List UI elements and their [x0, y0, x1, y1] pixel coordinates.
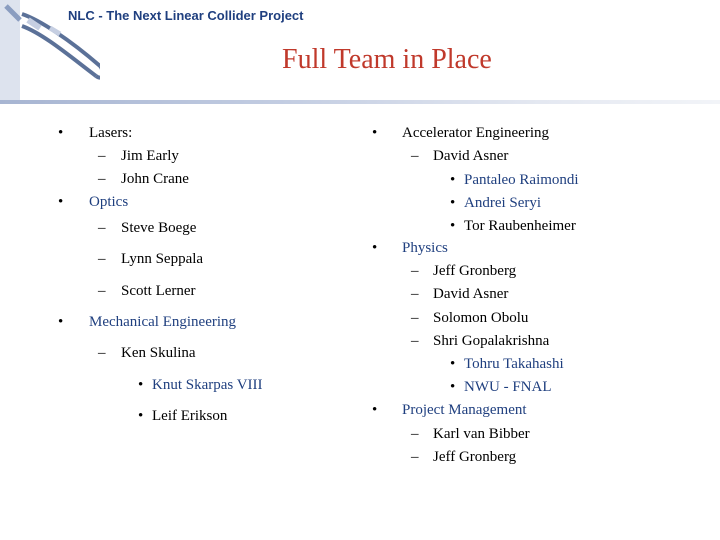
bullet: •: [58, 125, 64, 141]
physics-member: David Asner: [433, 286, 509, 302]
bullet: •: [138, 377, 144, 393]
bullet: •: [58, 314, 64, 330]
bullet: •: [450, 195, 456, 211]
dash: –: [98, 251, 106, 267]
dash: –: [411, 310, 419, 326]
lasers-label: Lasers:: [89, 125, 133, 141]
accel-member: Tor Raubenheimer: [464, 218, 576, 234]
dash: –: [411, 148, 419, 164]
accel-label: Accelerator Engineering: [402, 125, 550, 141]
bullet: •: [450, 218, 456, 234]
physics-collaborator: NWU - FNAL: [464, 379, 552, 395]
bullet: •: [372, 125, 378, 141]
bullet: •: [138, 408, 144, 424]
physics-member: Solomon Obolu: [433, 310, 529, 326]
dash: –: [411, 286, 419, 302]
mech-lead: Ken Skulina: [121, 345, 196, 361]
dash: –: [411, 449, 419, 465]
physics-member: Jeff Gronberg: [433, 263, 517, 279]
mech-member: Knut Skarpas VIII: [152, 377, 263, 393]
dash: –: [98, 220, 106, 236]
pm-member: Jeff Gronberg: [433, 449, 517, 465]
dash: –: [98, 345, 106, 361]
dash: –: [411, 263, 419, 279]
dash: –: [98, 171, 106, 187]
mech-member: Leif Erikson: [152, 408, 228, 424]
lasers-member: Jim Early: [121, 148, 179, 164]
accel-member: Pantaleo Raimondi: [464, 172, 579, 188]
slide-title: Full Team in Place: [282, 44, 492, 75]
bullet: •: [450, 172, 456, 188]
dash: –: [98, 283, 106, 299]
optics-member: Scott Lerner: [121, 283, 196, 299]
physics-member: Shri Gopalakrishna: [433, 333, 550, 349]
bullet: •: [450, 356, 456, 372]
mech-label: Mechanical Engineering: [89, 314, 237, 330]
bullet: •: [372, 240, 378, 256]
header-title: NLC - The Next Linear Collider Project: [68, 8, 304, 23]
physics-label: Physics: [402, 240, 448, 256]
dash: –: [98, 148, 106, 164]
pm-label: Project Management: [402, 402, 527, 418]
pm-member: Karl van Bibber: [433, 426, 530, 442]
bullet: •: [372, 402, 378, 418]
dash: –: [411, 426, 419, 442]
physics-collaborator: Tohru Takahashi: [464, 356, 564, 372]
dash: –: [411, 333, 419, 349]
accel-member: Andrei Seryi: [464, 195, 542, 211]
bullet: •: [58, 194, 64, 210]
optics-member: Steve Boege: [121, 220, 197, 236]
lasers-member: John Crane: [121, 171, 189, 187]
optics-label: Optics: [89, 194, 129, 210]
accel-lead: David Asner: [433, 148, 509, 164]
bullet: •: [450, 379, 456, 395]
title-divider: [0, 100, 720, 104]
optics-member: Lynn Seppala: [121, 251, 204, 267]
